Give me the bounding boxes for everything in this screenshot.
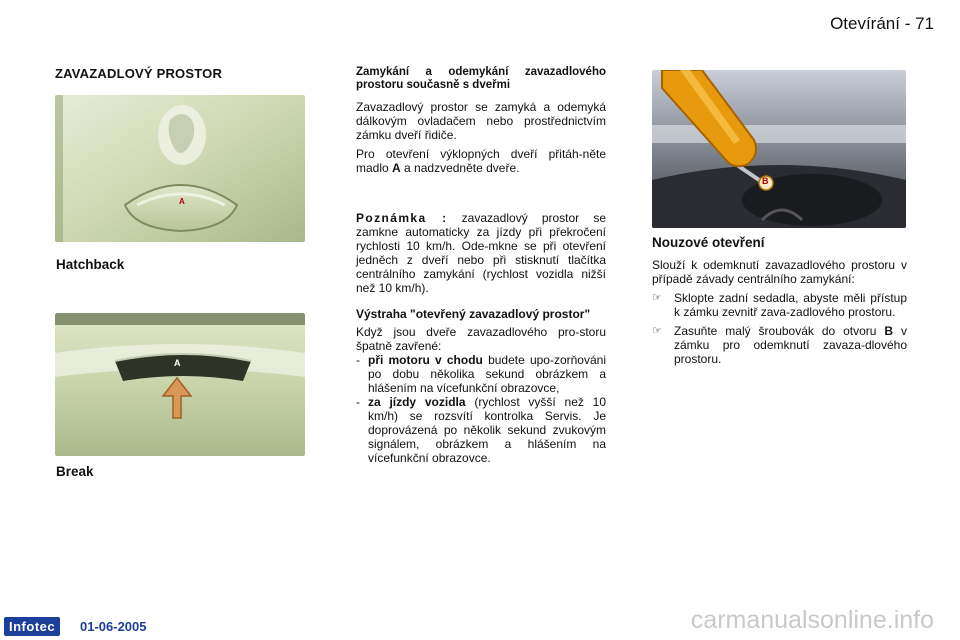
list-item bbox=[652, 291, 907, 319]
warning-heading: Výstraha "otevřený zavazadlový prostor" bbox=[356, 307, 591, 321]
list-item bbox=[356, 395, 606, 465]
text: Pro otevření výklopných dveří přitáh-něte madlo bbox=[356, 147, 606, 175]
marker-a: A bbox=[174, 358, 181, 368]
emergency-intro: Slouží k odemknutí zavazadlového prostoru v případě závady centrálního zamykání: bbox=[652, 258, 907, 286]
note-text: zavazadlový prostor se zamkne automaticky za jízdy při překročení rychlosti 10 km/h. Ode-mkne se při otevření jedněch z dveří nebo při stisknutí tlačítka centrálního zamykání (rychlost vozidla nižší než 10 km/h). bbox=[356, 211, 606, 295]
page-title: Otevírání - 71 bbox=[830, 14, 934, 33]
marker-b-inline: B bbox=[884, 324, 894, 338]
list-item-bold: při motoru v chodu bbox=[368, 353, 483, 367]
dash-marker: - bbox=[356, 395, 360, 409]
section-title: ZAVAZADLOVÝ PROSTOR bbox=[55, 66, 223, 81]
text: v zámku pro odemknutí zavaza-dlového prostoru. bbox=[674, 324, 907, 366]
label-break: Break bbox=[56, 464, 94, 479]
footer-date: 01-06-2005 bbox=[80, 619, 147, 634]
marker-a: A bbox=[179, 197, 185, 206]
list-item-text bbox=[368, 353, 606, 395]
list-item-text bbox=[368, 395, 606, 465]
break-handle-photo bbox=[55, 313, 305, 456]
emergency-screwdriver-photo bbox=[652, 70, 906, 228]
heading-lock: Zamykání a odemykání zavazadlového prostoru současně s dveřmi bbox=[356, 66, 606, 91]
warning-intro: Když jsou dveře zavazadlového pro-storu špatně zavřené: bbox=[356, 325, 606, 353]
label-hatchback: Hatchback bbox=[56, 257, 125, 272]
note-label: Poznámka : bbox=[356, 211, 448, 225]
text: a nadzvedněte dveře. bbox=[404, 161, 520, 175]
list-item-text: Sklopte zadní sedadla, abyste měli přístup k zámku zevnitř zava-zadlového prostoru. bbox=[674, 291, 907, 319]
hatchback-handle-photo bbox=[55, 95, 305, 242]
note-paragraph bbox=[356, 211, 606, 295]
pointing-hand-icon: ☞ bbox=[652, 292, 662, 304]
list-item bbox=[652, 324, 907, 366]
list-item-text bbox=[674, 324, 907, 366]
watermark: carmanualsonline.info bbox=[690, 606, 934, 634]
infotec-logo: Infotec bbox=[4, 617, 60, 636]
list-item-body: budete upo-zorňováni po dobu několika sekund obrázkem a hlášením na vícefunkční obrazovce, bbox=[368, 353, 606, 395]
list-item bbox=[356, 353, 606, 395]
paragraph-lock-1: Zavazadlový prostor se zamyká a odemyká dálkovým ovladačem nebo prostřednictvím zámku dveří řidiče. bbox=[356, 100, 606, 142]
paragraph-lock-2 bbox=[356, 147, 606, 175]
marker-b: B bbox=[762, 176, 769, 186]
middle-column bbox=[356, 66, 606, 465]
text: Zasuňte malý šroubovák do otvoru bbox=[674, 324, 877, 338]
right-column bbox=[652, 236, 907, 371]
list-item-body: (rychlost vyšší než 10 km/h) se rozsvítí kontrolka Servis. Je doprovázená po několik sekund zvukovým signálem, obrázkem a hlášením na vícefunkční obrazovce. bbox=[368, 395, 606, 465]
dash-marker: - bbox=[356, 353, 360, 367]
pointing-hand-icon: ☞ bbox=[652, 325, 662, 337]
list-item-bold: za jízdy vozidla bbox=[368, 395, 466, 409]
heading-emergency: Nouzové otevření bbox=[652, 235, 765, 250]
marker-a-inline: A bbox=[392, 161, 401, 175]
